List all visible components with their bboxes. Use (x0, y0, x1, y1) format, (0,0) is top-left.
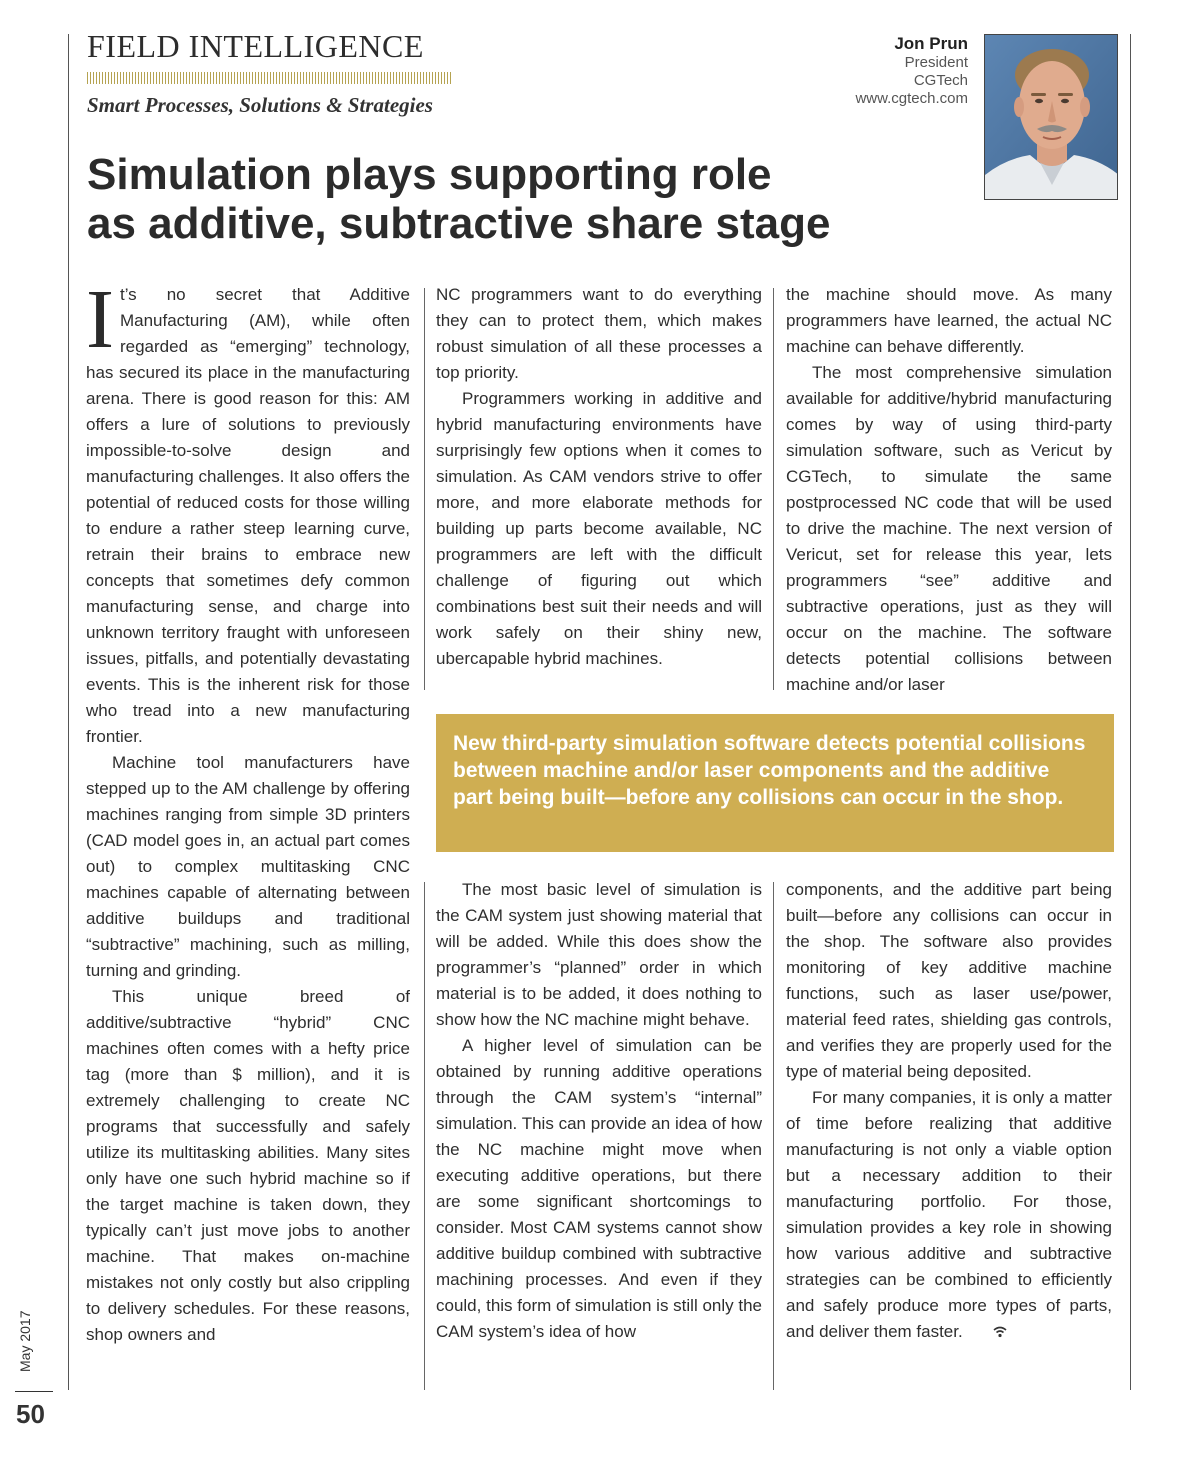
right-frame-rule (1130, 34, 1131, 1390)
pull-quote-text: New third-party simulation software detects potential collisions between machine and/or laser components and the additive part being built—before any collisions can occur in the shop. (453, 732, 1086, 809)
article-column-3-bottom (786, 877, 1112, 1346)
article-column-2-top (436, 282, 762, 672)
article-column-2-bottom (436, 877, 762, 1345)
author-company: CGTech (913, 72, 968, 89)
paragraph: Programmers working in additive and hybrid manufacturing environments have surprisingly few options when it comes to simulation. As CAM vendors strive to offer more, and more elaborate methods for building up parts become available, NC programmers are left with the difficult challenge of figuring out which combinations best suit their needs and will work safely on their shiny new, ubercapable hybrid machines. (436, 389, 762, 668)
paragraph: Machine tool manufacturers have stepped up to the AM challenge by offering machines ranging from simple 3D printers (CAD model goes in, an actual part comes out) to complex multitasking CNC machines capable of alternating between additive buildups and traditional “subtractive” machining, such as milling, turning and grinding. (86, 753, 410, 980)
end-of-article-icon (967, 1320, 1007, 1346)
page-number: 50 (16, 1399, 45, 1429)
paragraph: This unique breed of additive/subtractive “hybrid” CNC machines often comes with a hefty price tag (more than $ million), and it is extremely challenging to create NC programs that successfully and safely utilize its multitasking abilities. Many sites only have one such hybrid machine so if the target machine is taken down, they typically can’t just move jobs to another machine. That makes on-machine mistakes not only costly but also crippling to delivery schedules. For these reasons, shop owners and (86, 987, 410, 1344)
article-headline (87, 150, 987, 248)
section-subtitle: Smart Processes, Solutions & Strategies (87, 93, 433, 117)
paragraph (786, 1085, 1112, 1346)
drop-cap: I (86, 273, 114, 366)
author-portrait-image (985, 35, 1118, 200)
paragraph: The most comprehensive simulation available for additive/hybrid manufacturing comes by way of using third-party simulation software, such as Vericut by CGTech, to simulate the same postprocessed NC code that will be used to drive the machine. The next version of Vericut, set for release this year, lets programmers “see” additive and subtractive operations, just as they will occur on the machine. The software detects potential collisions between machine and/or laser (786, 363, 1112, 694)
paragraph: The most basic level of simulation is the CAM system just showing material that will be added. While this does show the programmer’s “planned” order in which material is to be added, it does nothing to show how the NC machine might behave. (436, 880, 762, 1029)
issue-date: May 2017 (17, 1310, 33, 1372)
headline-line-2: as additive, subtractive share stage (87, 199, 831, 248)
column-divider (773, 882, 774, 1390)
paragraph (86, 273, 410, 750)
footer-rule (15, 1391, 53, 1392)
section-title: FIELD INTELLIGENCE (87, 28, 424, 64)
column-divider (424, 288, 425, 690)
pull-quote (436, 714, 1114, 852)
paragraph-text: t’s no secret that Additive Manufacturing (AM), while often regarded as “emerging” technology, has secured its place in the manufacturing arena. There is good reason for this: AM offers a lure of solutions to previously impossible-to-solve design and manufacturing challenges. It also offers the potential of reduced costs for those willing to endure a rather steep learning curve, retrain their brains to embrace new concepts that sometimes defy common manufacturing sense, and charge into unknown territory fraught with unforeseen issues, pitfalls, and potentially devastating events. This is the inherent risk for those who tread into a new manufacturing frontier. (86, 285, 410, 746)
paragraph: NC programmers want to do everything they can to protect them, which makes robust simulation of all these processes a top priority. (436, 285, 762, 382)
headline-line-1: Simulation plays supporting role (87, 150, 772, 199)
article-column-3-top (786, 282, 1112, 698)
paragraph: A higher level of simulation can be obtained by running additive operations through the CAM system’s “internal” simulation. This can provide an idea of how the NC machine might move when executing additive operations, but there are some significant shortcomings to consider. Most CAM systems cannot show additive buildup combined with subtractive machining processes. And even if they could, this form of simulation is still only the CAM system’s idea of how (436, 1036, 762, 1341)
left-frame-rule (68, 34, 69, 1390)
author-photo (984, 34, 1118, 200)
paragraph: components, and the additive part being built—before any collisions can occur in the shop. The software also provides monitoring of key additive machine functions, such as laser use/power, material feed rates, shielding gas controls, and verifies they are properly used for the type of material being deposited. (786, 880, 1112, 1081)
author-website: www.cgtech.com (855, 90, 968, 107)
paragraph-text: For many companies, it is only a matter of time before realizing that additive manufacturing is not only a viable option but a necessary addition to their manufacturing portfolio. For those, simulation provides a key role in showing how various additive and subtractive strategies can be combined to efficiently and safely produce more types of parts, and deliver them faster. (786, 1088, 1112, 1341)
author-block (855, 34, 968, 108)
author-name: Jon Prun (894, 34, 968, 53)
column-divider (773, 288, 774, 690)
decorative-hatch-rule (87, 72, 451, 84)
author-title: President (904, 54, 968, 71)
paragraph: the machine should move. As many programmers have learned, the actual NC machine can behave differently. (786, 285, 1112, 356)
article-column-1 (86, 273, 410, 1348)
column-divider (424, 882, 425, 1390)
